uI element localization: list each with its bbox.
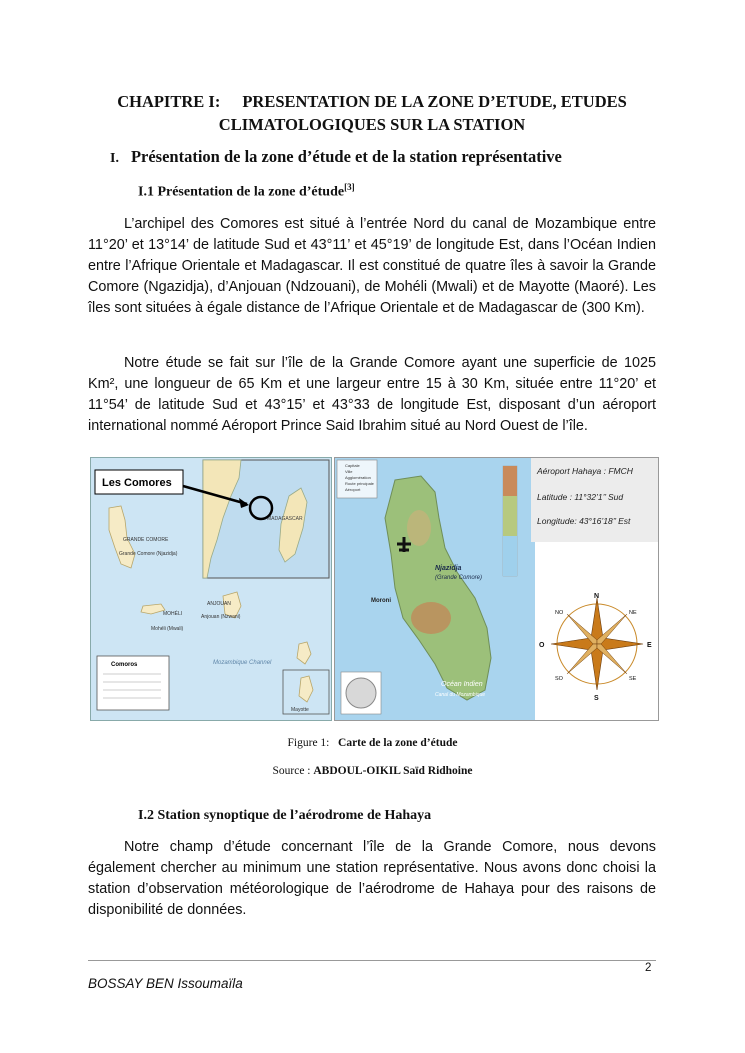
subsection-title-1: I.1 Présentation de la zone d’étude — [138, 184, 345, 200]
figure-maps — [90, 457, 658, 720]
airport-info-line: Aéroport Hahaya : FMCH — [537, 466, 633, 476]
section-title: Présentation de la zone d’étude et de la station représentative — [130, 147, 562, 166]
grande-comore-map — [334, 457, 659, 721]
elevation-sea — [503, 536, 517, 576]
subsection-title-2: I.2 Station synoptique de l’aérodrome de Hahaya — [138, 808, 432, 823]
mayotte-label: Mayotte — [291, 707, 309, 713]
footer-divider — [88, 960, 656, 961]
paragraph-station: Notre champ d’étude concernant l’île de la Grande Comore, nous devons également chercher au minimum une station représentative. Nous avons donc choisi la station d’observation météorologique de l’aérodrome de Hahaya pour des raisons de disponibilité de données. — [88, 839, 656, 918]
figure-caption — [0, 737, 745, 749]
figure-label: Figure 1: — [287, 737, 330, 749]
anjouan-sub: Anjouan (Nzwani) — [201, 614, 241, 620]
regional-legend-title: Comoros — [111, 662, 138, 668]
les-comores-label: Les Comores — [102, 477, 172, 489]
figure-source — [0, 765, 745, 777]
elevation-high — [503, 466, 517, 496]
longitude-info-line: Longitude: 43°16’18’’ Est — [537, 516, 631, 526]
paragraph-archipel: L’archipel des Comores est situé à l’entrée Nord du canal de Mozambique entre 11°20’ et 13°14’ de latitude Sud et 43°11’ et 45°19’ de longitude Est, dans l’Océan Indien entre l’Afrique Orientale et Madagascar. Il est constitué de quatre îles à savoir la Grande Comore (Ngazidja), d’Anjouan (Ndzouani), de Mohéli (Mwali) et de Mayotte (Maoré). Les îles sont situées à égale distance de l’Afrique Orientale et de Madagascar de (300 Km). — [88, 216, 656, 316]
legend-capitale: Capitale — [345, 463, 360, 468]
moheli-sub: Mohéli (Mwali) — [151, 626, 184, 632]
channel-label: Mozambique Channel — [213, 660, 272, 666]
footer-author: BOSSAY BEN Issoumaïla — [88, 976, 243, 991]
regional-map-graphic — [91, 458, 331, 720]
figure-title: Carte de la zone d’étude — [338, 737, 458, 749]
compass-n-label: N — [594, 593, 600, 600]
island-map-graphic — [335, 458, 658, 720]
paragraph-etude: Notre étude se fait sur l’île de la Grande Comore ayant une superficie de 1025 Km², une longueur de 65 Km et une largeur entre 15 à 30 Km, située entre 11°20’ et 11°54’ de latitude Sud et 43°15’ et 43°33 de longitude Est, disposant d’un aéroport international nommé Aéroport Prince Said Ibrahim situé au Nord Ouest de l’île. — [88, 355, 656, 434]
channel-label-fr: Canal du Mozambique — [435, 692, 486, 698]
compass-se-label: SE — [629, 676, 637, 682]
island-sub: (Grande Comore) — [435, 575, 483, 581]
legend-ville: Ville — [345, 469, 353, 474]
chapter-title-line2: CLIMATOLOGIQUES SUR LA STATION — [218, 115, 526, 134]
comoros-regional-map — [90, 457, 332, 721]
moroni-label: Moroni — [371, 598, 391, 604]
madagascar-label: MADAGASCAR — [267, 516, 303, 522]
legend-agglomeration: Agglomération — [345, 475, 371, 480]
source-author: ABDOUL-OIKIL Saïd Ridhoine — [313, 765, 473, 777]
compass-so-label: SO — [555, 676, 563, 682]
page-number: 2 — [645, 962, 652, 974]
grande-comore-sub: Grande Comore (Njazidja) — [119, 551, 178, 557]
compass-no-label: NO — [555, 610, 564, 616]
legend-route: Route principale — [345, 481, 374, 486]
ocean-label: Océan Indien — [441, 681, 483, 688]
chapter-label: CHAPITRE I: — [117, 92, 221, 111]
compass-s-label: S — [594, 695, 599, 702]
karthala-volcano — [411, 602, 451, 634]
globe-icon — [346, 678, 376, 708]
reference-mark: [3] — [344, 182, 355, 192]
anjouan-label: ANJOUAN — [207, 601, 231, 607]
grande-comore-label: GRANDE COMORE — [123, 537, 169, 543]
chapter-title — [88, 90, 656, 136]
island-label: Njazidja — [435, 565, 462, 572]
subsection-heading-2 — [138, 808, 431, 824]
subsection-heading-1 — [138, 182, 355, 201]
compass-ne-label: NE — [629, 610, 637, 616]
source-label: Source : — [272, 765, 311, 777]
latitude-info-line: Latitude : 11°32’1’’ Sud — [537, 492, 624, 502]
chapter-title-line1: PRESENTATION DE LA ZONE D’ETUDE, ETUDES — [242, 92, 627, 111]
compass-rose — [539, 593, 652, 702]
legend-aeroport: Aéroport — [345, 487, 361, 492]
section-heading — [110, 147, 562, 167]
compass-o-label: O — [539, 642, 545, 649]
northern-highlands — [407, 510, 431, 546]
section-number: I. — [110, 151, 119, 166]
compass-e-label: E — [647, 642, 652, 649]
moheli-label: MOHÉLI — [163, 611, 183, 617]
elevation-mid — [503, 496, 517, 536]
